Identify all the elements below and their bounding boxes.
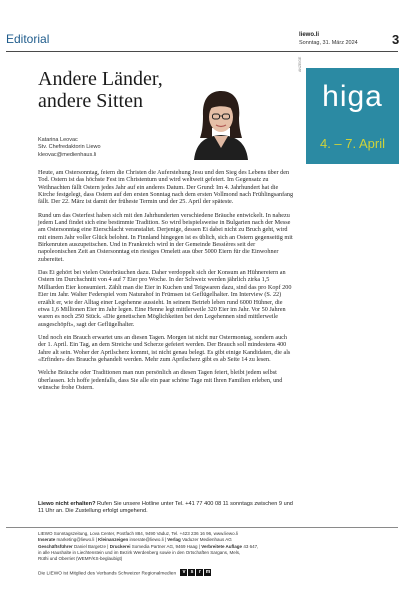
author-name: Katarina Leovac (38, 137, 78, 143)
imprint-label: Verlag (167, 537, 181, 543)
brand-name: liewo.li (299, 32, 320, 38)
imprint-value: marketing@liewo.li | (55, 537, 99, 543)
page-number: 3 (392, 32, 400, 47)
vsrm-logo-letter: s (188, 569, 195, 576)
imprint-line-5: Rüthi und Oberriet (WEMF/KS-beglaubigt) (38, 556, 123, 562)
ad-logo-text: higa (322, 80, 383, 113)
imprint-value: Vaduzer Medienhaus AG (180, 537, 232, 543)
imprint-value: Somedia Partner AG, 9469 Haag | (130, 543, 202, 549)
imprint-label: Geschäftsführer (38, 543, 73, 549)
author-info (38, 137, 101, 159)
imprint-value: inserate@liewo.li | (128, 537, 168, 543)
vsrm-logo-letter: m (205, 569, 211, 575)
article-paragraph: Und noch ein Brauch erwartet uns an diesen Tagen. Morgen ist nicht nur Ostermontag, sondern auch der 1. April. Ein Tag, an dem Streiche und Scherze gefeiert werden. Der Brauch soll mindestens 400 Jahre alt sein. Woher der Aprilscherz kommt, ist nicht genau belegt. Es gibt einige Kandidaten, die als «Erfinder» des Brauchs gehandelt werden. Mehr zum Aprilscherz gibt es ab Seite 14 zu lesen. (38, 333, 291, 363)
headline-line-2: andere Sitten (38, 90, 143, 112)
article-paragraph: Welche Bräuche oder Traditionen man nun persönlich an diesen Tagen feiert, bleibt jedem selbst überlassen. Ich hoffe jedenfalls, dass Sie alle ein paar schöne Tage mit Ihren Familien erleben, und wünsche frohe Ostern. (38, 369, 283, 391)
imprint-label: Kleinanzeigen (98, 537, 129, 543)
delivery-notice-text: Rufen Sie unsere Hotline unter Tel. +41 77 400 08 11 sonntags zwischen 9 und 11 Uhr an. Die Zustellung erfolgt umgehend. (38, 501, 293, 515)
imprint-label: Verbreitete Auflage (201, 543, 243, 549)
author-role: Stv. Chefredaktorin Liewo (38, 144, 101, 151)
article-paragraph: Rund um das Osterfest haben sich mit den Jahrhunderten verschiedene Bräuche entwickelt. In nahezu jedem Land findet sich eine bestimmte Tradition. So wird beispielsweise in Bulgarien nach der Messe am Ostersonntag eine Eierschlacht veranstaltet. Derjenige, dessen Ei dabei nicht zu Bruch geht, wird mit einem Jahr voller Glück belohnt. In Finnland hingegen ist es üblich, sich an Ostern gegenseitig mit Birkenruten auszupeitschen. Und in Frankreich wird in der Gemeinde Bessières seit der napoleonischen Zeit an Ostersonntag ein riesiges Omelett aus über 5000 Eiern für die Einwohner zubereitet. (38, 211, 293, 263)
ad-dates: 4. – 7. April (319, 136, 386, 151)
imprint-label: Inserate (38, 537, 56, 543)
footer-divider (6, 527, 398, 528)
vsrm-logo-letter: v (180, 569, 187, 576)
ad-label: ANZEIGE (298, 56, 302, 72)
imprint (38, 531, 328, 562)
header-divider (6, 51, 398, 52)
article-paragraph: Heute, am Ostersonntag, feiern die Christen die Auferstehung Jesu und den Sieg des Lebens über den Tod. Ostern ist das höchste Fest im Christentum und wird weltweit gefeiert. Im Gegensatz zu Weihnachten fällt Ostern jedes Jahr auf ein anderes Datum. Der Grund: Im 4. Jahrhundert hat die Kirche festgelegt, dass Ostern auf den ersten Sonntag nach dem ersten Vollmond nach Frühlingsanfang fällt. Der 22. März ist damit der früheste Termin und der 25. April der späteste. (38, 169, 294, 206)
vsrm-logo (180, 569, 212, 577)
vsrm-logo-letter: r (196, 569, 203, 576)
article-paragraph: Das Ei gehört bei vielen Osterbräuchen dazu. Daher verdoppelt sich der Konsum an Hühnereiern an Ostern im Durchschnitt von 4 auf 7 Eier pro Woche. In der Schweiz werden jährlich zirka 1,5 Milliarden Eier konsumiert. Zählt man die Eier in Kuchen und Teigwaren dazu, sind das pro Kopf 200 Eier im Jahr. Walter Federspiel vom Naturahof in Frümsen ist Geflügelhalter. Im Interview (S. 22) erzählt er, wie der Alltag einer Legehenne aussieht. In seinem Betrieb leben rund 6000 Hühner, die etwa 1,6 Millionen Eier im Jahr legen. Eine Henne legt mittlerweile 320 Eier im Jahr. Vor 50 Jahren waren es noch 250 Stück. «Die genetischen Möglichkeiten bei den Legehennen sind mittlerweile ausgeschöpft», sagt der Geflügelhalter. (38, 269, 292, 328)
imprint-line-1: LIEWO Sonntagszeitung, Lova Center, Postfach 884, 9490 Vaduz, Tel. +423 236 16 96, www.liewo.li (38, 531, 238, 536)
delivery-notice (38, 501, 298, 515)
issue-date: Sonntag, 31. März 2024 (299, 40, 358, 46)
article-body (38, 169, 295, 397)
author-portrait-image (186, 86, 256, 160)
vsrm-membership (38, 569, 212, 578)
imprint-line-4: in alle Haushalte in Liechtenstein und im Bezirk Werdenberg sowie in den Ortschaften Sargans, Mels, (38, 549, 241, 555)
author-email[interactable]: kleovac@medienhaus.li (38, 151, 97, 158)
imprint-label: Druckerei (109, 543, 131, 549)
higa-advertisement[interactable] (306, 68, 399, 164)
section-title: Editorial (6, 32, 50, 46)
author-portrait (186, 86, 256, 160)
vsrm-text: Die LIEWO ist Mitglied des Verbands Schweizer Regionalmedien (38, 571, 177, 577)
imprint-value: 43 647, (242, 543, 259, 549)
headline-line-1: Andere Länder, (38, 68, 163, 90)
delivery-notice-title: Liewo nicht erhalten? (38, 501, 96, 507)
imprint-value: Daniel Bargetze | (72, 543, 110, 549)
